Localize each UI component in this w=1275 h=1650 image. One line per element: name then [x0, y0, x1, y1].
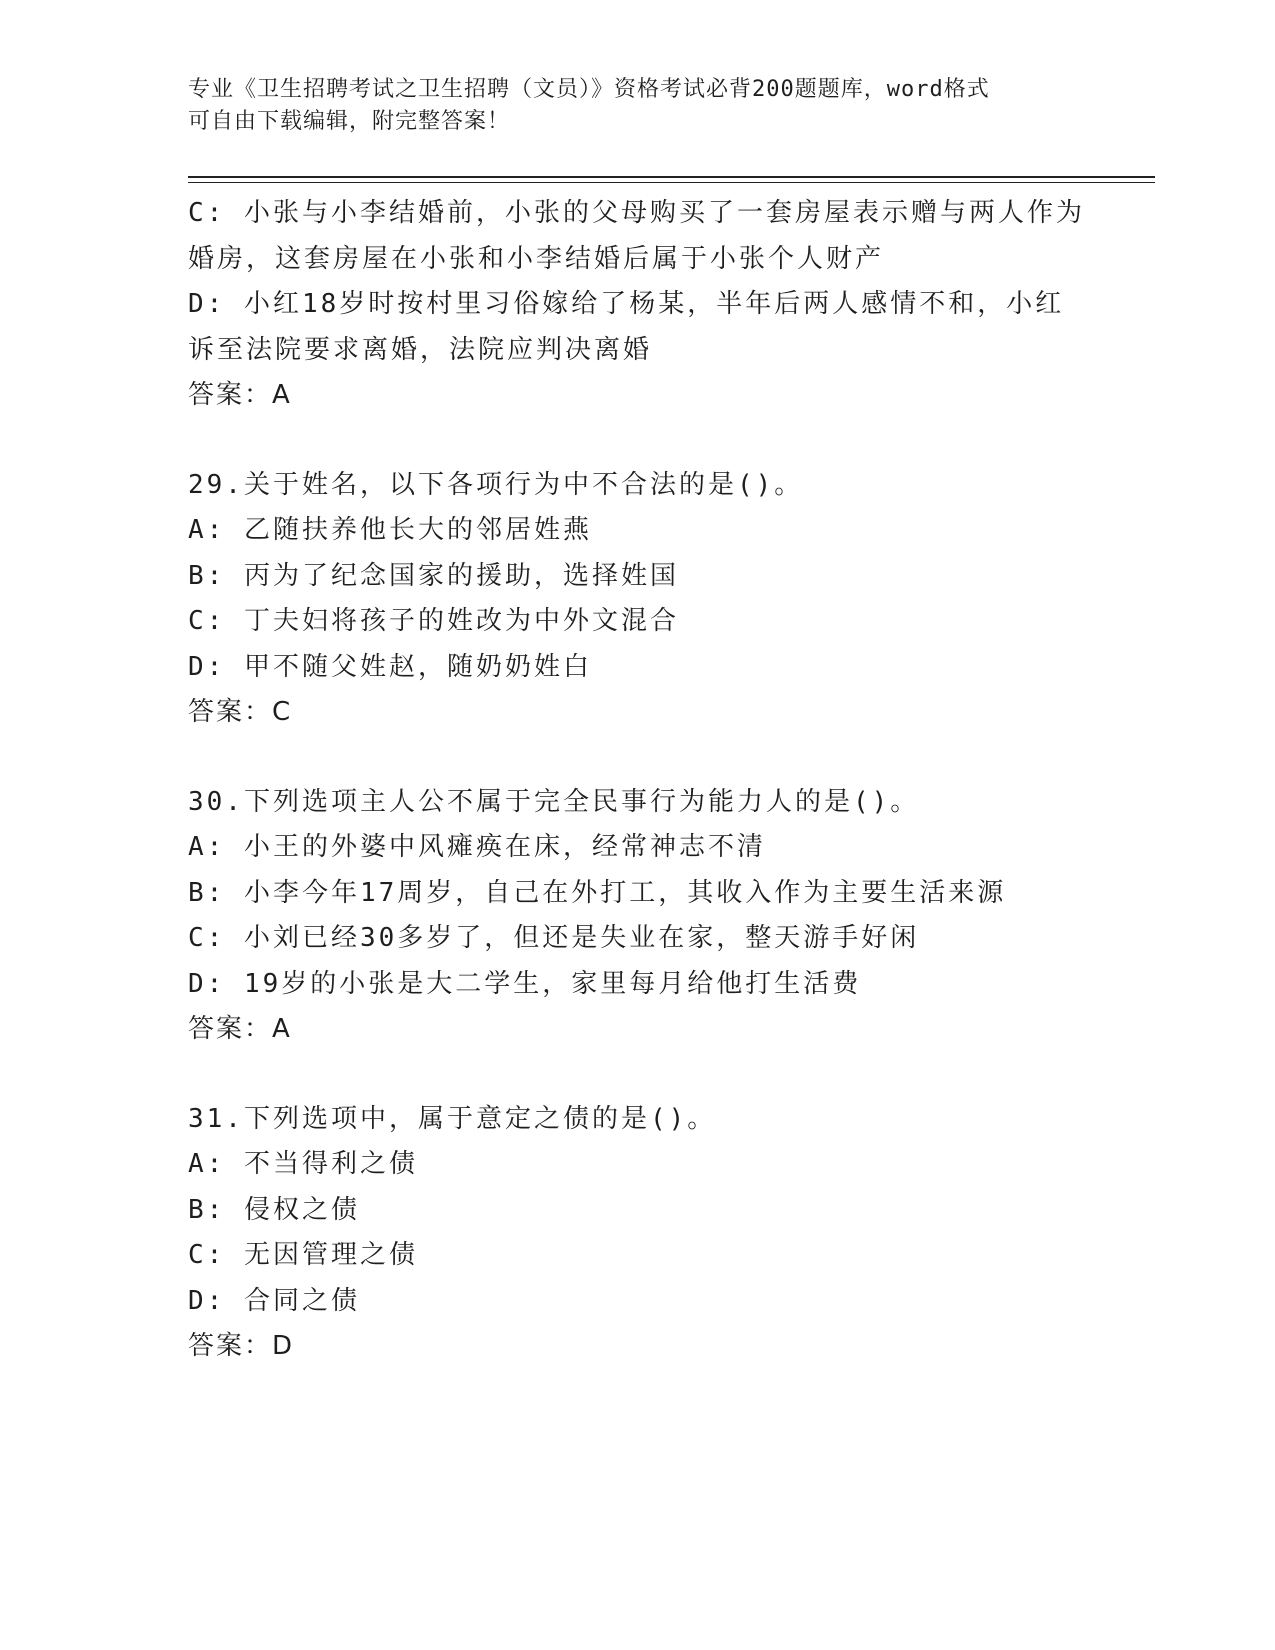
option-d-line-2: 诉至法院要求离婚，法院应判决离婚	[188, 334, 653, 365]
question-spacer	[188, 736, 1088, 780]
question-28-continuation	[188, 191, 1088, 419]
answer-line: 答案：A	[188, 380, 292, 410]
question-31	[188, 1097, 1088, 1370]
document-body	[188, 191, 1088, 1370]
option-c-line-2: 婚房，这套房屋在小张和小李结婚后属于小张个人财产	[188, 243, 885, 274]
question-29	[188, 463, 1088, 736]
header-divider-thin	[188, 182, 1155, 183]
answer-line: 答案：A	[188, 1014, 292, 1044]
option-c: C: 无因管理之债	[188, 1240, 418, 1270]
option-b: B: 小李今年17周岁，自己在外打工，其收入作为主要生活来源	[188, 877, 1007, 908]
option-c-line-1: C: 小张与小李结婚前，小张的父母购买了一套房屋表示赠与两人作为	[188, 198, 1085, 228]
header-title-line-2: 可自由下载编辑，附完整答案！	[188, 109, 511, 134]
option-d: D: 甲不随父姓赵，随奶奶姓白	[188, 651, 592, 682]
answer-line: 答案：D	[188, 1331, 295, 1361]
header-title-line-1: 专业《卫生招聘考试之卫生招聘（文员）》资格考试必背200题题库，word格式	[188, 77, 990, 102]
option-d: D: 19岁的小张是大二学生，家里每月给他打生活费	[188, 968, 862, 999]
question-30	[188, 780, 1088, 1053]
option-d-line-1: D: 小红18岁时按村里习俗嫁给了杨某，半年后两人感情不和，小红	[188, 289, 1065, 319]
option-a: A: 不当得利之债	[188, 1149, 418, 1179]
option-a: A: 小王的外婆中风瘫痪在床，经常神志不清	[188, 832, 766, 862]
answer-line: 答案：C	[188, 697, 293, 727]
question-stem: 30.下列选项主人公不属于完全民事行为能力人的是()。	[188, 786, 920, 817]
question-spacer	[188, 1053, 1088, 1097]
header-divider-thick	[188, 176, 1155, 178]
question-stem: 31.下列选项中，属于意定之债的是()。	[188, 1103, 717, 1134]
option-b: B: 侵权之债	[188, 1194, 360, 1225]
option-a: A: 乙随扶养他长大的邻居姓燕	[188, 515, 592, 545]
option-b: B: 丙为了纪念国家的援助，选择姓国	[188, 560, 679, 591]
document-header	[188, 74, 1088, 138]
option-d: D: 合同之债	[188, 1285, 360, 1316]
option-c: C: 小刘已经30多岁了，但还是失业在家，整天游手好闲	[188, 923, 920, 953]
question-stem: 29.关于姓名，以下各项行为中不合法的是()。	[188, 469, 804, 500]
option-c: C: 丁夫妇将孩子的姓改为中外文混合	[188, 606, 679, 636]
question-spacer	[188, 419, 1088, 463]
